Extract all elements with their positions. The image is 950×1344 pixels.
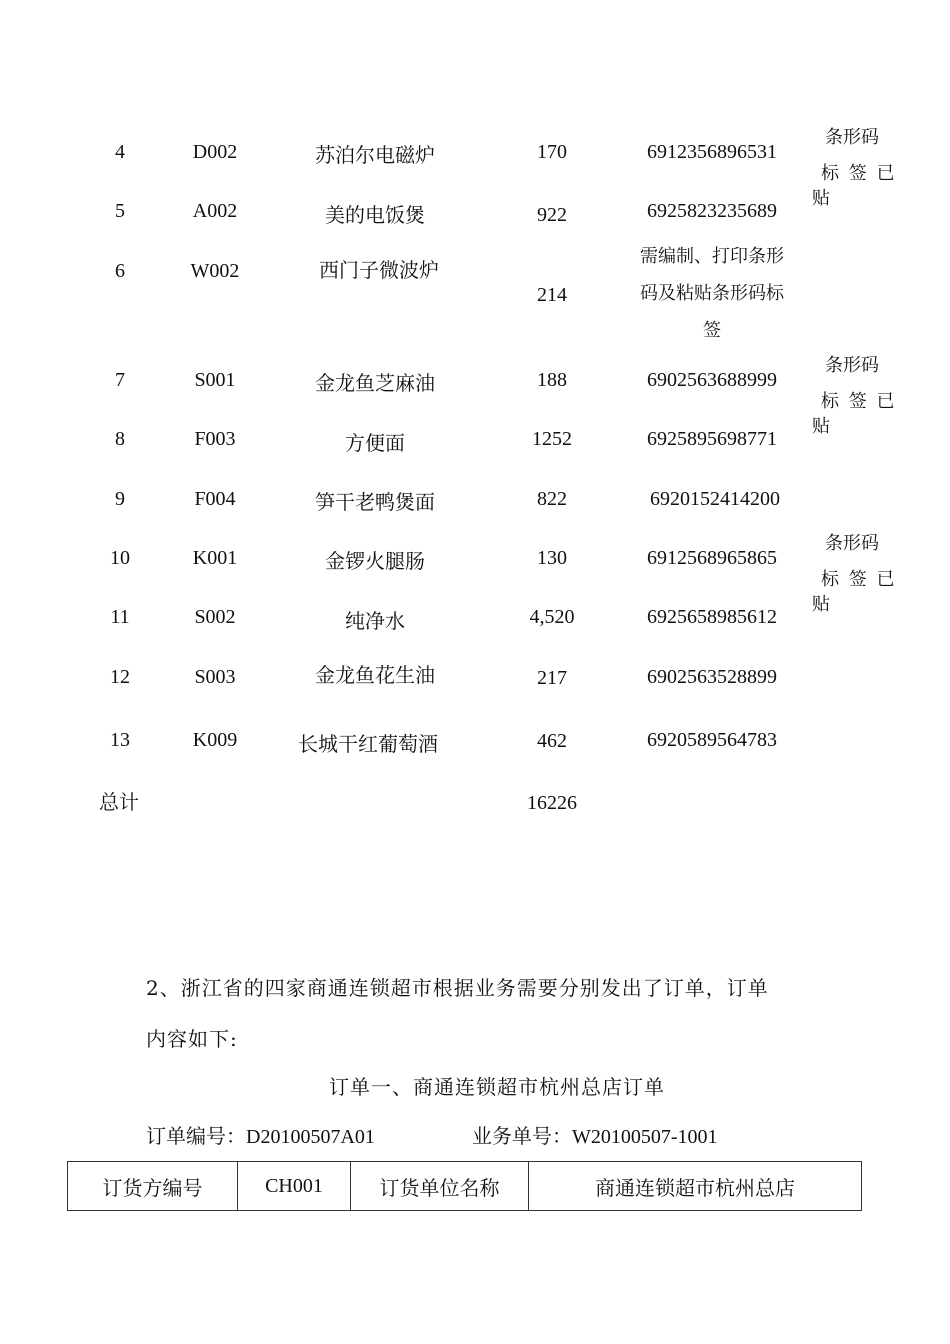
table-row — [68, 1162, 862, 1211]
row-name: 笋干老鸭煲面 — [315, 490, 435, 514]
row-qty: 1252 — [532, 428, 572, 450]
row-qty: 188 — [537, 369, 567, 391]
order-title: 订单一、商通连锁超市杭州总店订单 — [329, 1075, 665, 1099]
row-qty: 130 — [537, 547, 567, 569]
row-no: 10 — [110, 547, 130, 569]
row-code: D002 — [192, 141, 238, 163]
row-code: S002 — [194, 606, 236, 628]
row-barcode: 6902563528899 — [647, 666, 777, 688]
row-qty: 170 — [537, 141, 567, 163]
barcode-labeled-note-line1: 条形码 — [825, 127, 879, 148]
row-barcode: 6912568965865 — [647, 547, 777, 569]
row-name: 西门子微波炉 — [319, 258, 439, 282]
buyer-name: 商通连锁超市杭州总店 — [529, 1162, 862, 1211]
barcode-labeled-note-line3: 贴 — [812, 188, 830, 209]
row-no: 4 — [115, 141, 125, 163]
row-no: 13 — [110, 729, 130, 751]
row-barcode: 6920152414200 — [650, 488, 780, 510]
row-name: 方便面 — [345, 431, 405, 455]
row-qty: 822 — [537, 488, 567, 510]
row-qty: 922 — [537, 204, 567, 226]
row-code: K001 — [192, 547, 238, 569]
row-code: W002 — [190, 260, 240, 282]
row-barcode: 6925895698771 — [647, 428, 777, 450]
row-name: 金锣火腿肠 — [325, 549, 425, 573]
row-no: 6 — [115, 260, 125, 282]
row-qty: 217 — [537, 667, 567, 689]
need-label-note-line1: 需编制、打印条形 — [640, 246, 784, 267]
buyer-code-label: 订货方编号 — [68, 1162, 238, 1211]
business-number: 业务单号：W20100507-1001 — [472, 1126, 718, 1148]
total-label: 总计 — [99, 790, 139, 814]
row-qty: 4,520 — [529, 606, 575, 628]
row-no: 9 — [115, 488, 125, 510]
row-name: 金龙鱼芝麻油 — [315, 371, 435, 395]
order-number: 订单编号：D20100507A01 — [146, 1126, 375, 1148]
row-name: 长城干红葡萄酒 — [298, 732, 438, 756]
order-info-table — [67, 1161, 862, 1211]
row-name: 苏泊尔电磁炉 — [315, 143, 435, 167]
row-code: F003 — [194, 428, 236, 450]
row-name: 纯净水 — [345, 609, 405, 633]
row-no: 5 — [115, 200, 125, 222]
paragraph-line2: 内容如下: — [146, 1027, 238, 1051]
row-code: F004 — [194, 488, 236, 510]
paragraph-line1: 2、浙江省的四家商通连锁超市根据业务需要分别发出了订单，订单 — [146, 976, 769, 1000]
row-barcode: 6920589564783 — [647, 729, 777, 751]
row-qty: 214 — [537, 284, 567, 306]
barcode-labeled-note-line2: 标 签 已 — [821, 569, 897, 590]
row-barcode: 6902563688999 — [647, 369, 777, 391]
row-no: 11 — [110, 606, 130, 628]
row-qty: 462 — [537, 730, 567, 752]
barcode-labeled-note-line3: 贴 — [812, 416, 830, 437]
barcode-labeled-note-line1: 条形码 — [825, 533, 879, 554]
row-barcode: 6912356896531 — [647, 141, 777, 163]
row-name: 金龙鱼花生油 — [315, 663, 435, 687]
total-value: 16226 — [527, 792, 577, 814]
barcode-labeled-note-line2: 标 签 已 — [821, 391, 897, 412]
need-label-note-line2: 码及粘贴条形码标 — [640, 283, 784, 304]
buyer-code: CH001 — [238, 1162, 351, 1211]
need-label-note-line3: 签 — [703, 320, 721, 341]
row-barcode: 6925823235689 — [647, 200, 777, 222]
row-no: 8 — [115, 428, 125, 450]
row-code: A002 — [192, 200, 238, 222]
row-no: 12 — [110, 666, 130, 688]
row-barcode: 6925658985612 — [647, 606, 777, 628]
row-no: 7 — [115, 369, 125, 391]
barcode-labeled-note-line3: 贴 — [812, 594, 830, 615]
barcode-labeled-note-line1: 条形码 — [825, 355, 879, 376]
barcode-labeled-note-line2: 标 签 已 — [821, 163, 897, 184]
row-code: K009 — [192, 729, 238, 751]
row-code: S003 — [194, 666, 236, 688]
row-code: S001 — [194, 369, 236, 391]
row-name: 美的电饭煲 — [325, 203, 425, 227]
buyer-name-label: 订货单位名称 — [351, 1162, 529, 1211]
